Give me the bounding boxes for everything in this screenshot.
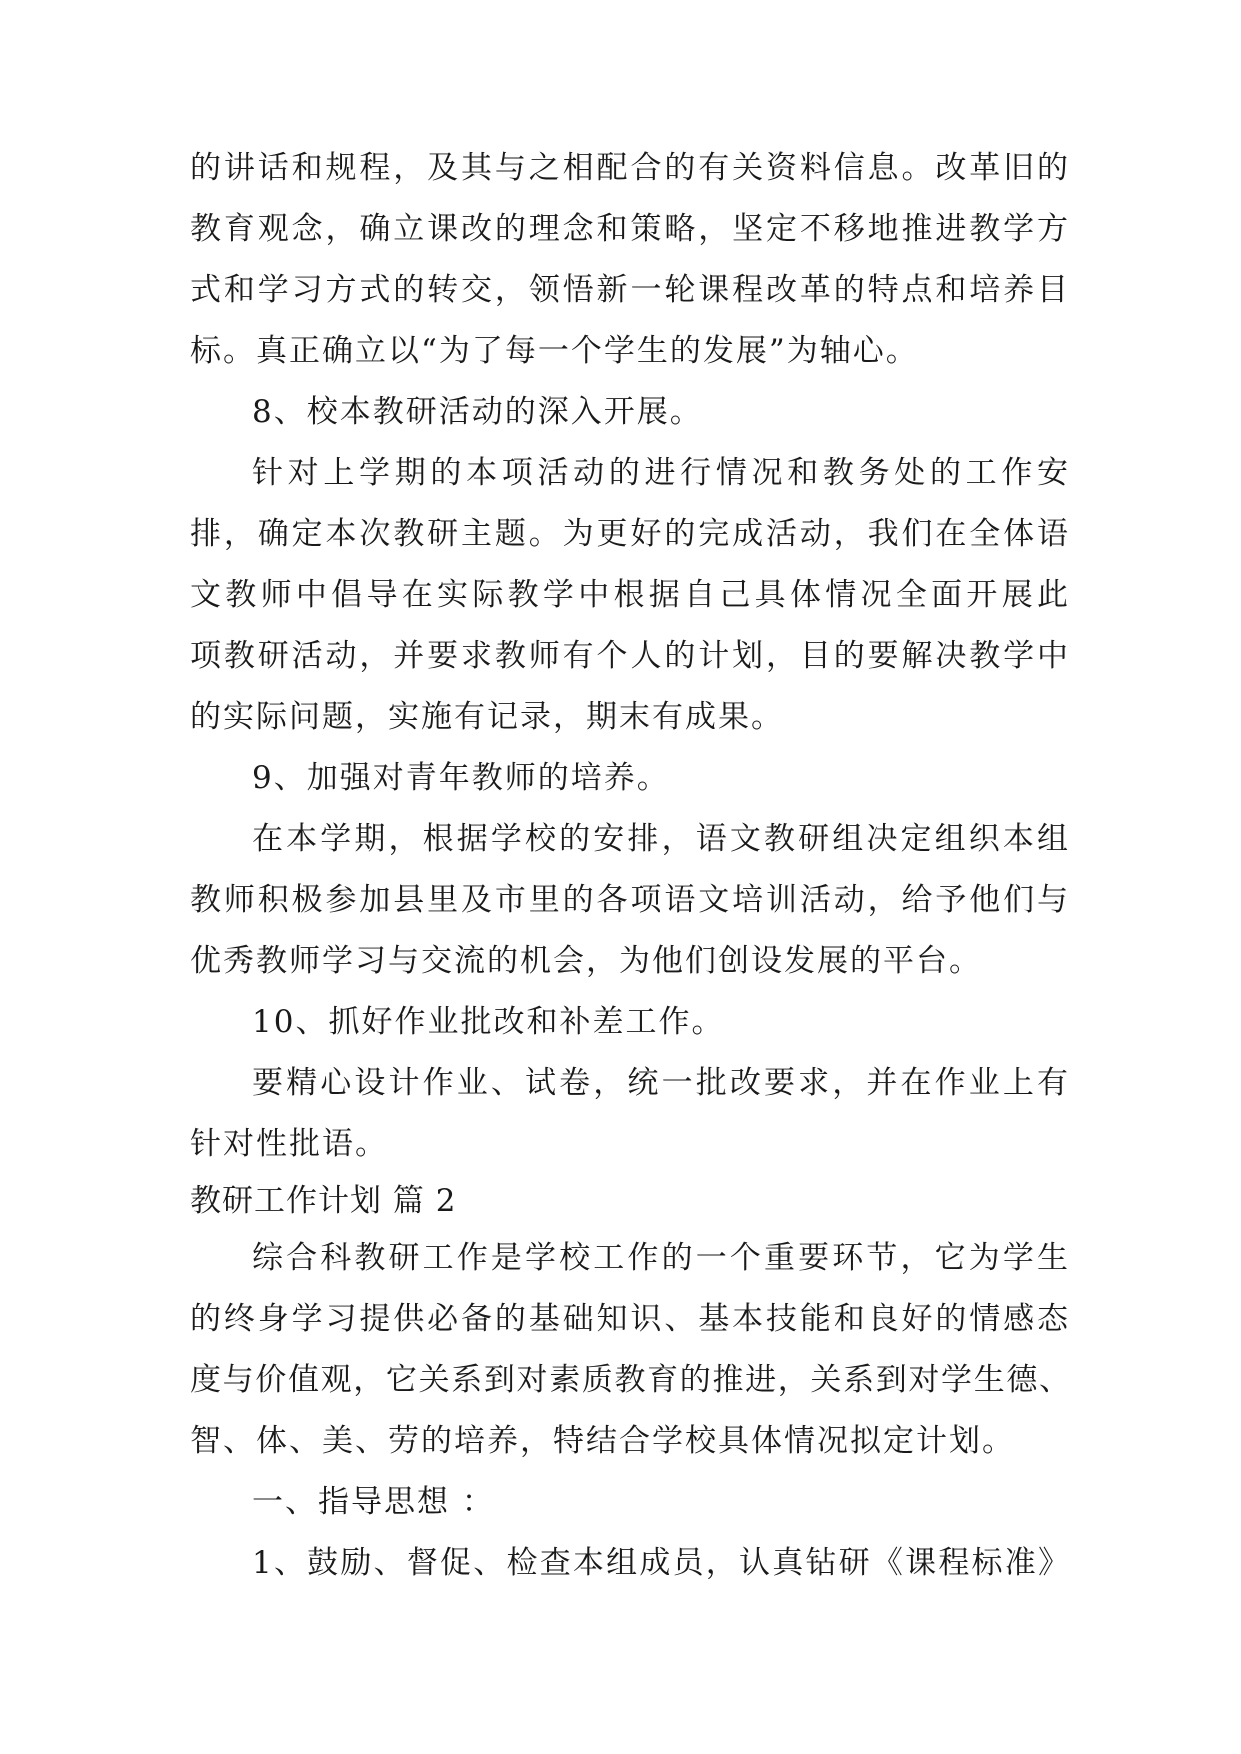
text-line: 教育观念，确立课改的理念和策略，坚定不移地推进教学方 [190, 211, 1070, 247]
text-line: 教师积极参加县里及市里的各项语文培训活动，给予他们与 [190, 882, 1070, 918]
text-line: 要精心设计作业、试卷，统一批改要求，并在作业上有 [252, 1065, 1070, 1101]
section-heading: 一、指导思想 ： [252, 1484, 495, 1520]
text-line: 1、鼓励、督促、检查本组成员，认真钻研《课程标准》 [252, 1545, 1070, 1581]
text-line: 在本学期，根据学校的安排，语文教研组决定组织本组 [252, 821, 1070, 857]
text-line: 度与价值观，它关系到对素质教育的推进，关系到对学生德、 [190, 1362, 1070, 1398]
text-line: 综合科教研工作是学校工作的一个重要环节，它为学生 [252, 1240, 1070, 1276]
text-line: 的终身学习提供必备的基础知识、基本技能和良好的情感态 [190, 1301, 1070, 1337]
section-heading: 8、校本教研活动的深入开展。 [252, 394, 703, 430]
text-line: 文教师中倡导在实际教学中根据自己具体情况全面开展此 [190, 577, 1070, 613]
text-line: 针对上学期的本项活动的进行情况和教务处的工作安 [252, 455, 1070, 491]
text-line: 项教研活动，并要求教师有个人的计划，目的要解决教学中 [190, 638, 1070, 674]
text-line: 标。真正确立以“为了每一个学生的发展”为轴心。 [190, 333, 919, 369]
text-line: 式和学习方式的转交，领悟新一轮课程改革的特点和培养目 [190, 272, 1070, 308]
text-line: 的实际问题，实施有记录，期末有成果。 [190, 699, 784, 735]
text-line: 优秀教师学习与交流的机会，为他们创设发展的平台。 [190, 943, 982, 979]
section-heading: 9、加强对青年教师的培养。 [252, 760, 670, 796]
text-line: 智、体、美、劳的培养，特结合学校具体情况拟定计划。 [190, 1423, 1015, 1459]
section-heading: 10、抓好作业批改和补差工作。 [252, 1004, 725, 1040]
document-title: 教研工作计划 篇 2 [190, 1183, 457, 1219]
text-line: 的讲话和规程，及其与之相配合的有关资料信息。改革旧的 [190, 150, 1070, 186]
text-line: 针对性批语。 [190, 1126, 388, 1162]
text-line: 排，确定本次教研主题。为更好的完成活动，我们在全体语 [190, 516, 1070, 552]
